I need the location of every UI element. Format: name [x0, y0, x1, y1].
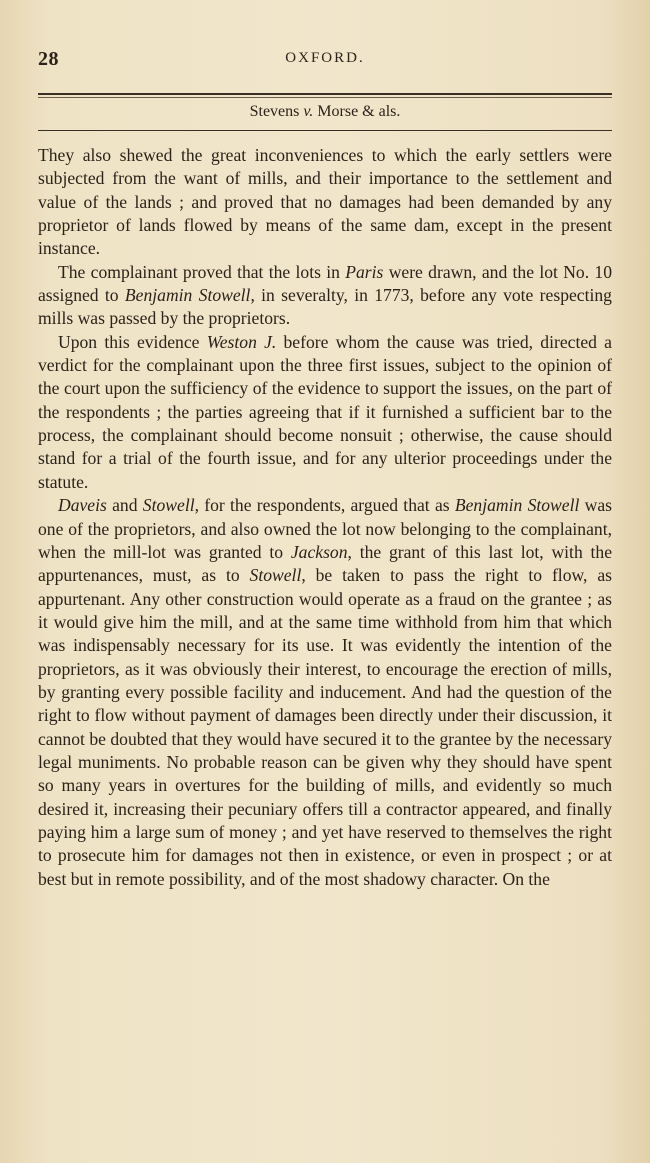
paragraph-text: , the grant of this last lot, with the appurtenances, must, as to	[38, 541, 613, 586]
paragraph-text: Upon this evidence	[58, 331, 207, 352]
running-title: OXFORD.	[285, 50, 365, 66]
case-title-respondents: Morse & als.	[313, 103, 401, 120]
paragraph	[38, 144, 612, 261]
paragraph-text: , for the respondents, argued that as	[194, 495, 455, 516]
italic-name: Paris	[345, 261, 384, 282]
paragraph-text: were drawn, and the lot No. 10 assigned to	[38, 261, 612, 306]
paragraph-text: was one of the proprietors, and also owned the lot now belonging to the complainant, when the mill-lot was granted to	[38, 495, 612, 562]
page-header	[38, 46, 612, 76]
case-title-rule	[38, 130, 612, 131]
paragraph-text: and	[106, 495, 143, 516]
case-title-versus: v.	[303, 103, 314, 120]
italic-name: Stowell	[249, 565, 302, 586]
paragraph	[38, 331, 612, 494]
body-text	[38, 144, 612, 891]
paragraph-text: , be taken to pass the right to flow, as appurtenant. Any other construction would operate as a fraud on the grantee ; as it would give him the mill, and at the same time withhold from him that which was indispensably necessary for its use. It was evidently the intention of the proprietors, as it was obviously their interest, to encourage the erection of mills, by granting every possible facility and inducement. And had the question of the right to flow without payment of damages been directly under their discussion, it cannot be doubted that they would have secured it to the grantee by the necessary legal muniments. No probable reason can be given why they should have spent so many years in overtures for the building of mills, and evidently so much desired it, increasing their pecuniary offers till a contractor appeared, and finally paying him a large sum of money ; and yet have reserved to themselves the right to prosecute him for damages not then in existence, or even in prospect ; or at best but in remote possibility, and of the most shadowy character. On the	[38, 565, 612, 889]
italic-name: Weston J.	[206, 331, 277, 352]
italic-name: Benjamin Stowell	[454, 495, 580, 516]
case-title	[0, 103, 650, 121]
paragraph-text: The complainant proved that the lots in	[58, 261, 346, 282]
header-rule-thick	[38, 93, 612, 95]
paragraph-text: , in severalty, in 1773, before any vote respecting mills was passed by the proprietors.	[38, 285, 612, 329]
paragraph-text: before whom the cause was tried, directed a verdict for the complainant upon the three first issues, subject to the opinion of the court upon the sufficiency of the evidence to support the issues, on the part of the respondents ; the parties agreeing that if it furnished a sufficient bar to the process, the complainant should become nonsuit ; otherwise, the cause should stand for a trial of the fourth issue, and for any ulterior proceedings under the statute.	[38, 331, 612, 492]
header-rule-thin	[38, 97, 612, 98]
paragraph	[38, 494, 612, 891]
italic-name: Jackson	[290, 541, 348, 562]
page-number: 28	[38, 48, 59, 70]
italic-name: Daveis	[58, 495, 107, 516]
case-title-parties: Stevens	[249, 103, 304, 120]
paragraph-text: They also shewed the great inconveniences to which the early settlers were subjected from the want of mills, and their importance to the settlement and value of the lands ; and proved that no damages had been demanded by any proprietor of lands flowed by means of the same dam, except in the present instance.	[38, 145, 612, 259]
italic-name: Stowell	[142, 495, 195, 516]
italic-name: Benjamin Stowell	[124, 285, 251, 306]
paragraph	[38, 261, 612, 331]
